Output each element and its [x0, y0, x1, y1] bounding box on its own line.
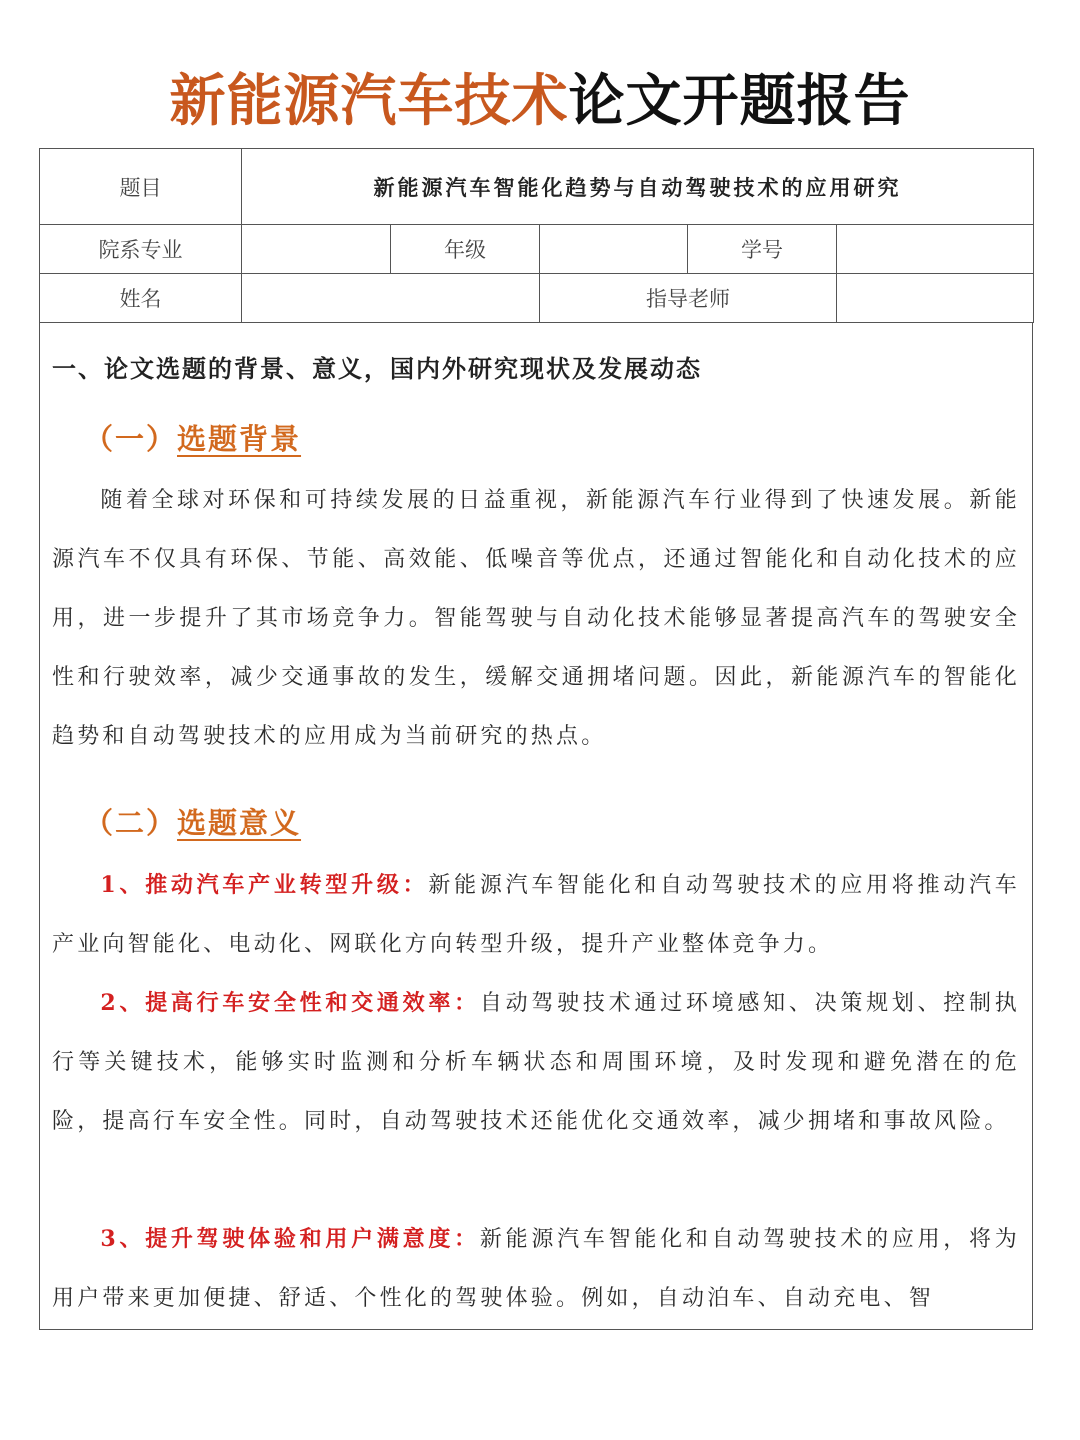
significance-title: 选题意义 — [177, 806, 302, 840]
topic-row — [40, 149, 1034, 225]
topic-label: 题目 — [40, 149, 242, 225]
significance-number: （二） — [84, 806, 178, 840]
point-3-text: 新能源汽车智能化和自动驾驶技术的应用，将为用户带来更加便捷、舒适、个性化的驾驶体验。例如，自动泊车、自动充电、智 — [52, 1227, 1021, 1311]
point-3-lead: 3、提升驾驶体验和用户满意度： — [100, 1226, 480, 1252]
point-2-text: 自动驾驶技术通过环境感知、决策规划、控制执行等关键技术，能够实时监测和分析车辆状态和周围环境，及时发现和避免潜在的危险，提高行车安全性。同时，自动驾驶技术还能优化交通效率，减少拥堵和事故风险。 — [52, 991, 1021, 1134]
background-title: 选题背景 — [177, 422, 302, 456]
advisor-value[interactable] — [837, 274, 1034, 323]
significance-heading — [84, 801, 301, 842]
grade-label: 年级 — [391, 225, 540, 274]
dept-label: 院系专业 — [40, 225, 242, 274]
name-row — [40, 274, 1034, 323]
name-value[interactable] — [242, 274, 540, 323]
content-section — [39, 323, 1033, 1330]
grade-value[interactable] — [540, 225, 688, 274]
dept-row — [40, 225, 1034, 274]
topic-value[interactable]: 新能源汽车智能化趋势与自动驾驶技术的应用研究 — [242, 149, 1034, 225]
page-title-rest: 论文开题报告 — [568, 69, 911, 134]
background-paragraph: 随着全球对环保和可持续发展的日益重视，新能源汽车行业得到了快速发展。新能源汽车不仅具有环保、节能、高效能、低噪音等优点，还通过智能化和自动化技术的应用，进一步提升了其市场竞争力。智能驾驶与自动化技术能够显著提高汽车的驾驶安全性和行驶效率，减少交通事故的发生，缓解交通拥堵问题。因此，新能源汽车的智能化趋势和自动驾驶技术的应用成为当前研究的热点。 — [52, 488, 1020, 749]
significance-point-3 — [52, 1210, 1020, 1328]
point-1-lead: 1、推动汽车产业转型升级： — [100, 872, 429, 898]
info-table — [39, 148, 1034, 323]
dept-value[interactable] — [242, 225, 391, 274]
point-1-text: 新能源汽车智能化和自动驾驶技术的应用将推动汽车产业向智能化、电动化、网联化方向转型升级，提升产业整体竞争力。 — [52, 873, 1020, 957]
significance-point-1 — [52, 856, 1020, 974]
advisor-label: 指导老师 — [540, 274, 837, 323]
name-label: 姓名 — [40, 274, 242, 323]
page-title-accent: 新能源汽车技术 — [169, 69, 569, 134]
point-2-lead: 2、提高行车安全性和交通效率： — [100, 990, 480, 1016]
student-id-value[interactable] — [837, 225, 1034, 274]
background-heading — [84, 417, 301, 458]
section-heading: 一、论文选题的背景、意义，国内外研究现状及发展动态 — [52, 354, 702, 383]
background-number: （一） — [84, 422, 178, 456]
page-title — [0, 62, 1080, 142]
student-id-label: 学号 — [688, 225, 837, 274]
significance-point-2 — [52, 974, 1020, 1151]
